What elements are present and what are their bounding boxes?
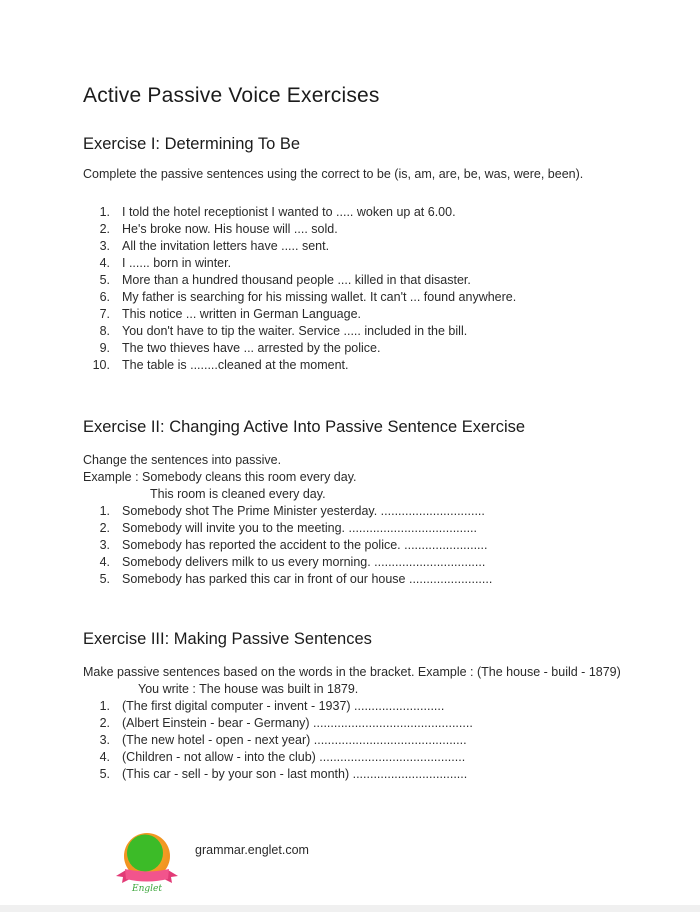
list-item	[83, 503, 640, 520]
list-item	[83, 537, 640, 554]
list-item-text: I ...... born in winter.	[122, 256, 232, 270]
list-item	[83, 749, 640, 766]
list-item-text: (This car - sell - by your son - last month) .................................	[122, 767, 468, 781]
list-item	[83, 255, 640, 272]
list-item-number: 2.	[99, 521, 110, 535]
exercise1-heading: Exercise I: Determining To Be	[83, 135, 301, 153]
list-item-number: 6.	[99, 290, 110, 304]
exercise3-heading: Exercise III: Making Passive Sentences	[83, 630, 372, 648]
list-item-text: (Children - not allow - into the club) ..........................................	[122, 750, 466, 764]
list-item-text: The two thieves have ... arrested by the police.	[122, 341, 381, 355]
list-item-text: This notice ... written in German Language.	[122, 307, 362, 321]
list-item-number: 3.	[99, 239, 110, 253]
list-item	[83, 766, 640, 783]
list-item	[83, 715, 640, 732]
footer	[83, 831, 640, 893]
logo-brand-text: Englet	[132, 884, 162, 893]
exercise2-example-line: Example : Somebody cleans this room every day.	[83, 470, 357, 484]
list-item-text: Somebody has parked this car in front of our house ........................	[122, 572, 493, 586]
list-item	[83, 732, 640, 749]
list-item	[83, 221, 640, 238]
exercise2-intro: Change the sentences into passive.	[83, 453, 282, 467]
list-item	[83, 306, 640, 323]
list-item-text: Somebody will invite you to the meeting. .....................................	[122, 521, 478, 535]
list-item-number: 1.	[99, 699, 110, 713]
list-item-number: 4.	[99, 750, 110, 764]
list-item-text: More than a hundred thousand people .... killed in that disaster.	[122, 273, 471, 287]
englet-logo-svg	[115, 831, 179, 893]
list-item-number: 3.	[99, 538, 110, 552]
bottom-edge-strip	[0, 905, 700, 912]
list-item-number: 1.	[99, 504, 110, 518]
list-item-number: 9.	[99, 341, 110, 355]
list-item-number: 5.	[99, 273, 110, 287]
list-item-number: 3.	[99, 733, 110, 747]
list-item-text: (The new hotel - open - next year) ............................................	[122, 733, 467, 747]
list-item	[83, 340, 640, 357]
list-item-number: 1.	[99, 205, 110, 219]
exercise1-instruction: Complete the passive sentences using the correct to be (is, am, are, be, was, were, been).	[83, 167, 584, 181]
footer-site-url: grammar.englet.com	[195, 843, 309, 857]
list-item-text: I told the hotel receptionist I wanted to ..... woken up at 6.00.	[122, 205, 456, 219]
list-item-text: Somebody delivers milk to us every morning. ................................	[122, 555, 486, 569]
list-item	[83, 272, 640, 289]
exercise2-heading: Exercise II: Changing Active Into Passive Sentence Exercise	[83, 418, 526, 436]
exercise2-example-answer: This room is cleaned every day.	[150, 487, 326, 501]
list-item	[83, 357, 640, 374]
list-item	[83, 698, 640, 715]
list-item-text: (Albert Einstein - bear - Germany) ..............................................	[122, 716, 473, 730]
list-item-text: He's broke now. His house will .... sold.	[122, 222, 338, 236]
exercise1-list	[83, 204, 640, 374]
list-item	[83, 571, 640, 588]
list-item-text: You don't have to tip the waiter. Service ..... included in the bill.	[122, 324, 468, 338]
list-item-number: 4.	[99, 555, 110, 569]
exercise3-list	[83, 698, 640, 783]
exercise3-you-write: You write : The house was built in 1879.	[138, 682, 359, 696]
list-item-text: The table is ........cleaned at the moment.	[122, 358, 349, 372]
list-item-number: 5.	[99, 767, 110, 781]
list-item-number: 10.	[92, 358, 110, 372]
page-title: Active Passive Voice Exercises	[83, 84, 380, 107]
list-item	[83, 204, 640, 221]
list-item-text: My father is searching for his missing wallet. It can't ... found anywhere.	[122, 290, 517, 304]
list-item-number: 2.	[99, 716, 110, 730]
list-item-text: Somebody has reported the accident to the police. ........................	[122, 538, 488, 552]
logo-green-circle	[127, 835, 163, 872]
list-item-text: Somebody shot The Prime Minister yesterday. ..............................	[122, 504, 485, 518]
list-item-number: 2.	[99, 222, 110, 236]
list-item	[83, 323, 640, 340]
list-item	[83, 554, 640, 571]
exercise3-intro: Make passive sentences based on the words in the bracket. Example : (The house - build - 1879)	[83, 665, 621, 679]
exercise2-list	[83, 503, 640, 588]
list-item	[83, 520, 640, 537]
list-item-number: 4.	[99, 256, 110, 270]
list-item	[83, 289, 640, 306]
englet-logo-icon	[115, 831, 179, 893]
list-item-number: 8.	[99, 324, 110, 338]
list-item-text: All the invitation letters have ..... sent.	[122, 239, 330, 253]
list-item	[83, 238, 640, 255]
list-item-number: 7.	[99, 307, 110, 321]
list-item-text: (The first digital computer - invent - 1937) ..........................	[122, 699, 445, 713]
list-item-number: 5.	[99, 572, 110, 586]
